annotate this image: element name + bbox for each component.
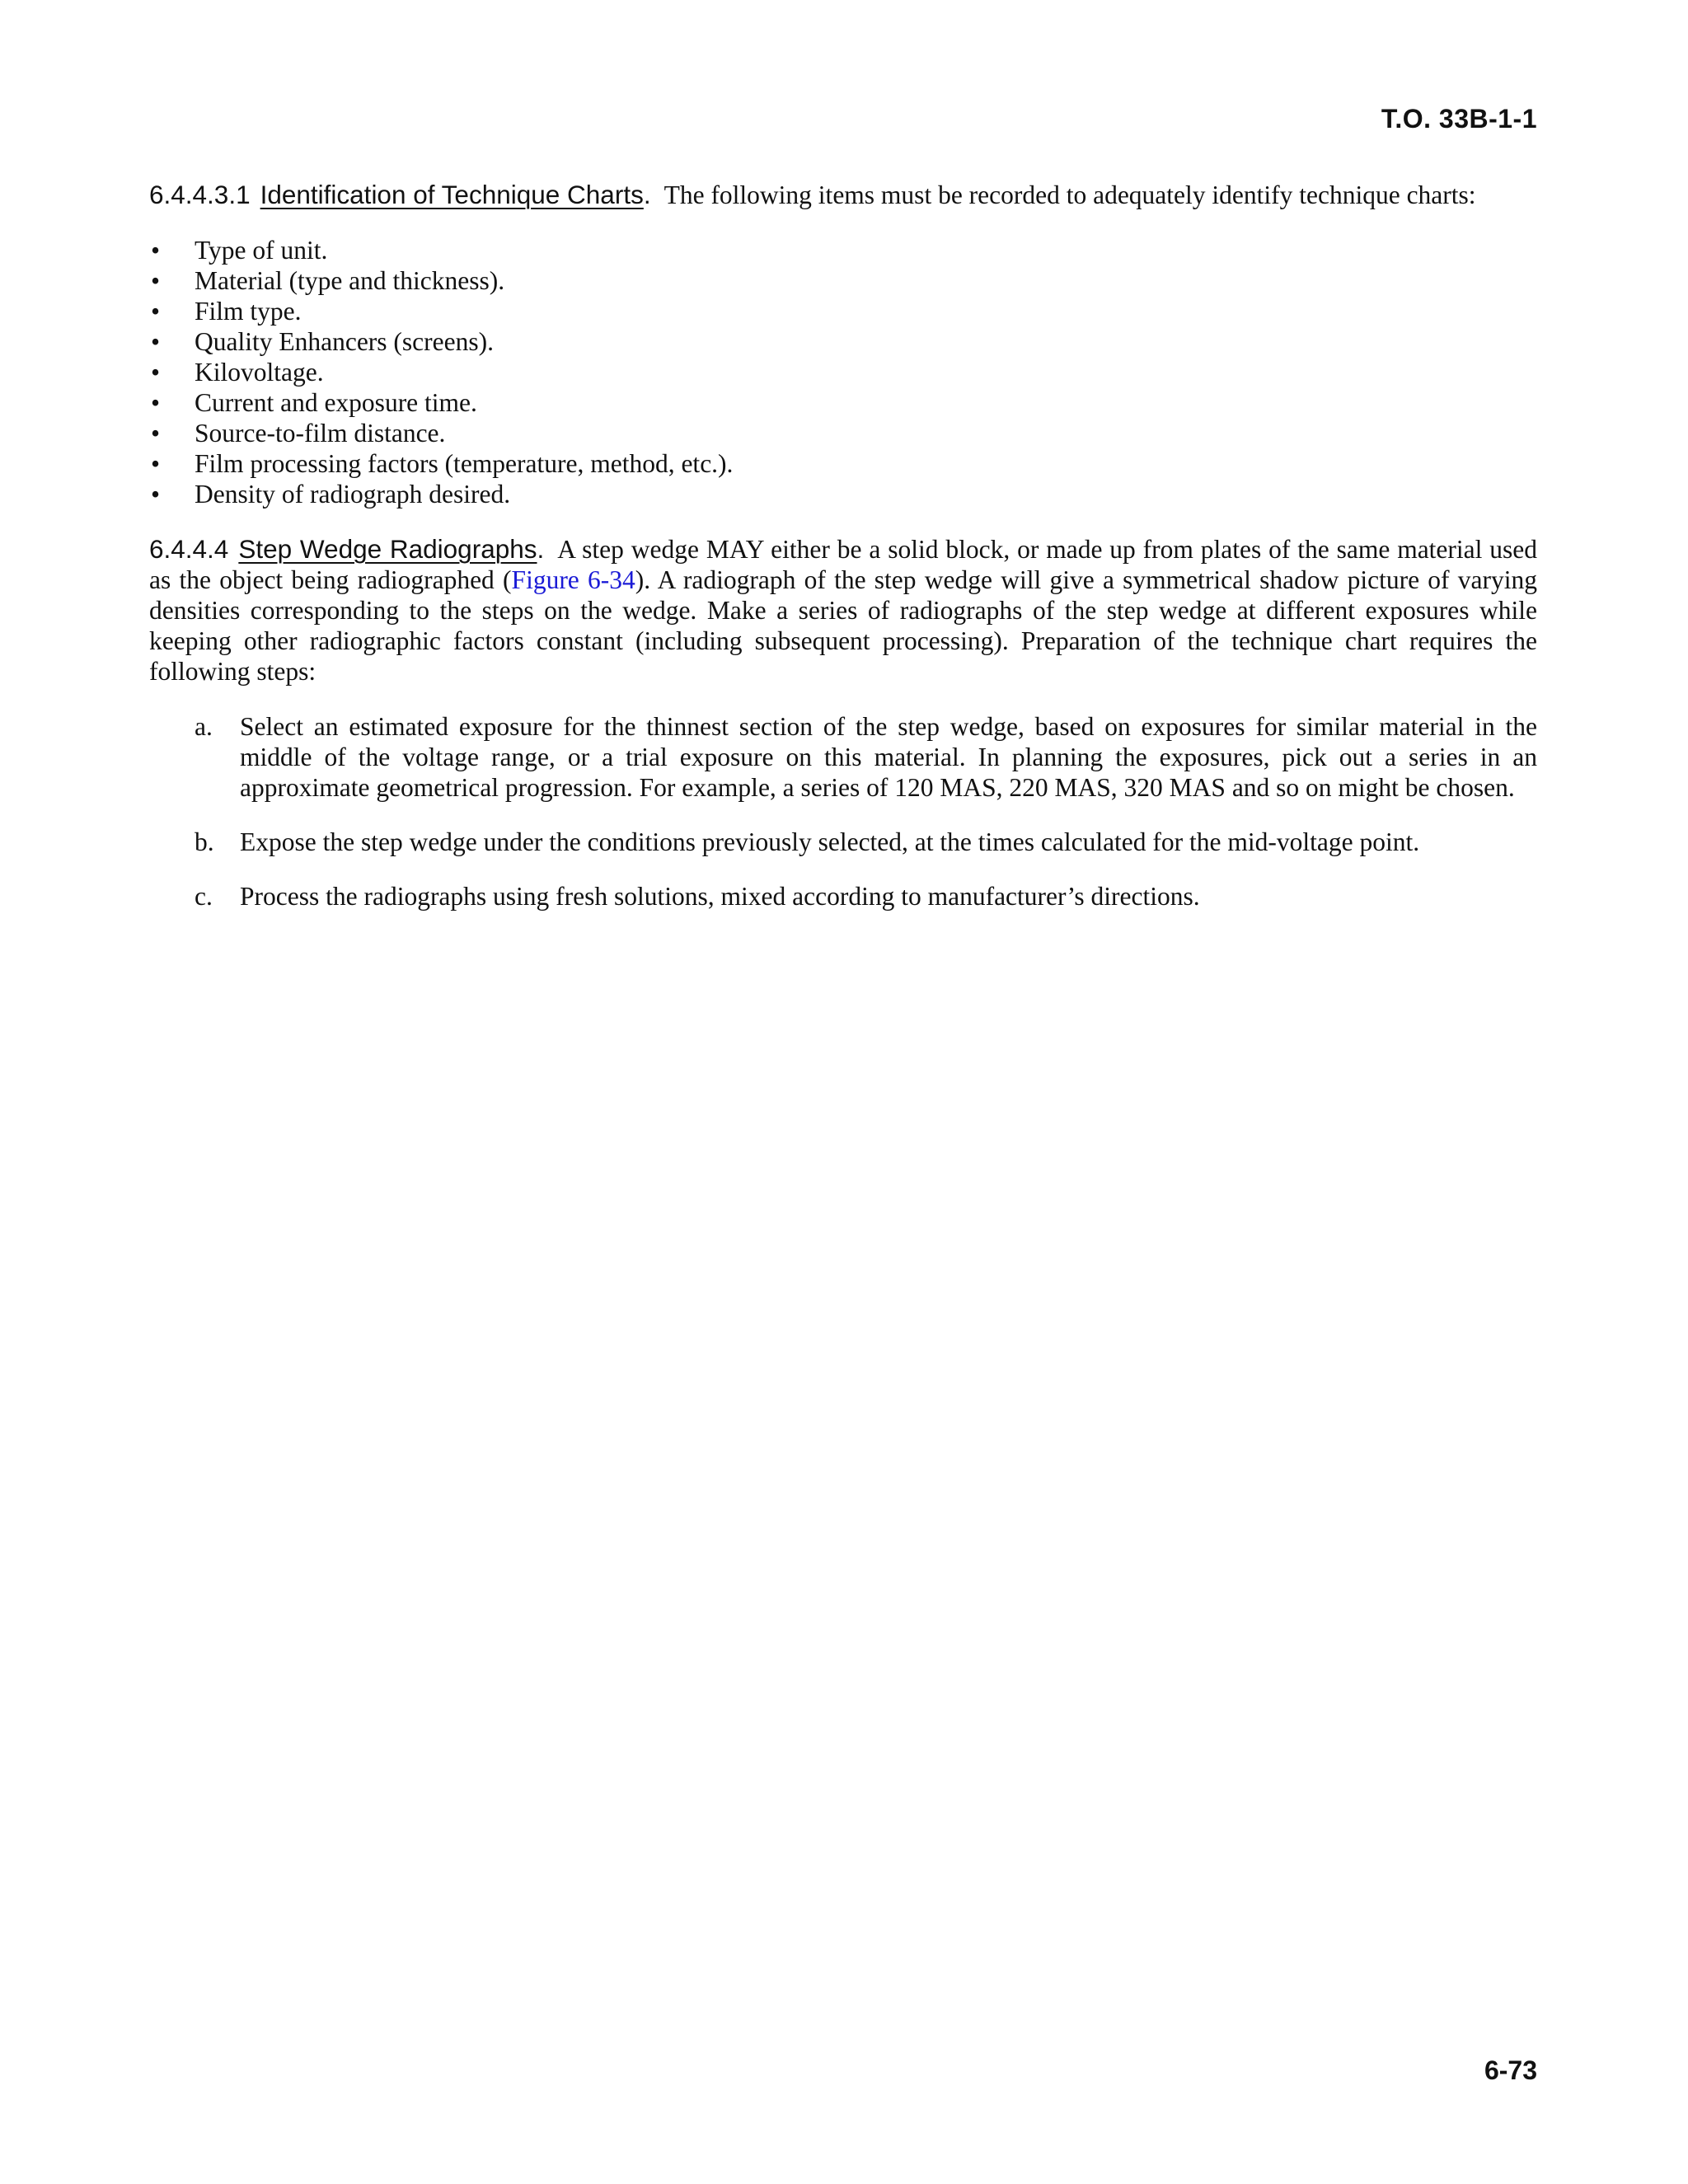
bullet-icon: • (151, 419, 161, 448)
list-item-text: Film processing factors (temperature, method, etc.). (195, 449, 734, 478)
figure-6-34-link[interactable]: Figure 6-34 (511, 565, 635, 594)
paragraph-6-4-4-3-1 (149, 180, 1537, 210)
title-period: . (537, 534, 545, 564)
bullet-icon: • (151, 388, 161, 417)
list-item (149, 265, 1537, 296)
list-item-text: Type of unit. (195, 236, 328, 265)
list-item (149, 235, 1537, 265)
page-number: 6-73 (1484, 2055, 1537, 2085)
step-item (149, 827, 1537, 857)
paragraph-number: 6.4.4.3.1 (149, 180, 251, 209)
paragraph-6-4-4-4 (149, 534, 1537, 687)
list-item (149, 448, 1537, 479)
list-item (149, 326, 1537, 357)
list-item (149, 479, 1537, 509)
bullet-icon: • (151, 327, 161, 356)
list-item-text: Source-to-film distance. (195, 419, 446, 448)
procedure-steps-list (149, 711, 1537, 912)
list-item-text: Material (type and thickness). (195, 266, 505, 295)
step-letter: c. (195, 882, 213, 911)
list-item-text: Current and exposure time. (195, 388, 477, 417)
step-letter: a. (195, 712, 213, 741)
step-text: Process the radiographs using fresh solutions, mixed according to manufacturer’s directions. (240, 882, 1200, 911)
bullet-icon: • (151, 358, 161, 387)
bullet-icon: • (151, 266, 161, 295)
bullet-icon: • (151, 297, 161, 326)
step-item (149, 711, 1537, 803)
paragraph-title: Step Wedge Radiographs (238, 534, 537, 564)
paragraph-text-after-link: ). A radiograph of the step wedge will give a symmetrical shadow picture of varying densities corresponding to the steps on the wedge. Make a series of radiographs of the step wedge at different exposures while keeping other radiographic factors constant (including subsequent processing). Preparation of the technique chart requires the following steps: (149, 565, 1537, 686)
list-item-text: Film type. (195, 297, 302, 326)
list-item-text: Density of radiograph desired. (195, 480, 511, 509)
step-text: Expose the step wedge under the conditions previously selected, at the times calculated for the mid-voltage point. (240, 827, 1420, 856)
step-item (149, 881, 1537, 912)
identification-items-list (149, 235, 1537, 509)
page-content (149, 180, 1537, 935)
paragraph-title: Identification of Technique Charts (260, 180, 644, 209)
document-code-header: T.O. 33B-1-1 (1381, 104, 1537, 134)
paragraph-text-before-link: A step wedge MAY either be a solid block, or made up from plates of the same material used as the object being radiographed ( (149, 535, 1537, 594)
list-item (149, 387, 1537, 418)
paragraph-number: 6.4.4.4 (149, 534, 229, 564)
list-item (149, 357, 1537, 387)
title-period: . (643, 180, 651, 209)
list-item (149, 418, 1537, 448)
list-item-text: Quality Enhancers (screens). (195, 327, 494, 356)
bullet-icon: • (151, 449, 161, 478)
list-item-text: Kilovoltage. (195, 358, 324, 387)
bullet-icon: • (151, 236, 161, 265)
list-item (149, 296, 1537, 326)
paragraph-intro: The following items must be recorded to adequately identify technique charts: (663, 180, 1476, 209)
step-letter: b. (195, 827, 214, 856)
step-text: Select an estimated exposure for the thinnest section of the step wedge, based on exposures for similar material in the middle of the voltage range, or a trial exposure on this material. In planning the exposures, pick out a series in an approximate geometrical progression. For example, a series of 120 MAS, 220 MAS, 320 MAS and so on might be chosen. (240, 712, 1537, 802)
bullet-icon: • (151, 480, 161, 509)
